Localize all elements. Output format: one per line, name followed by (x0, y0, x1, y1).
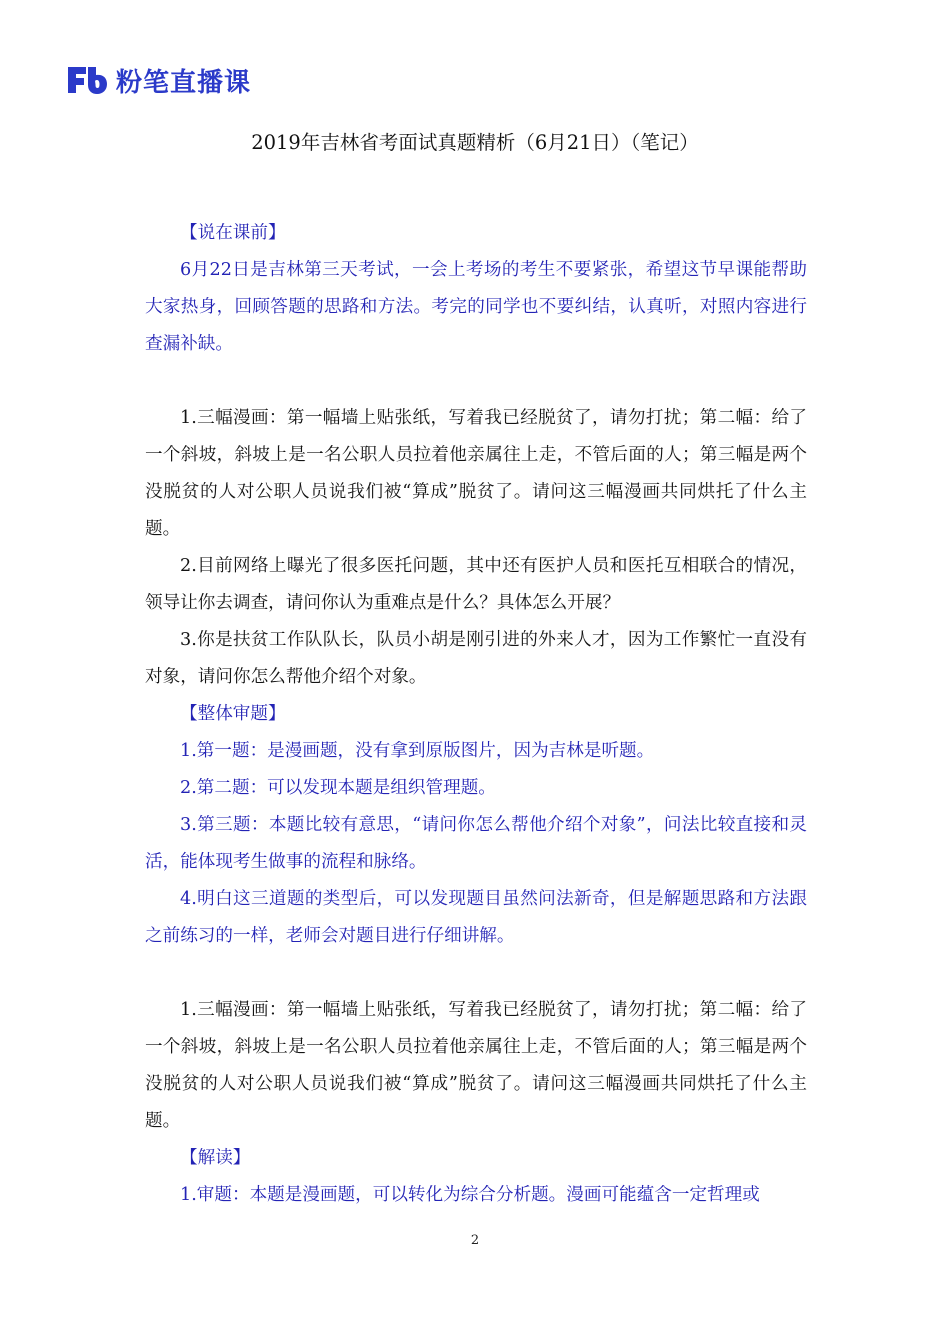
fb-logo-icon (66, 65, 108, 95)
spacer (145, 955, 807, 992)
spacer (145, 363, 807, 400)
analysis-heading: 【解读】 (180, 1148, 251, 1168)
brand-logo (66, 60, 251, 100)
logo-text: 粉笔直播课 (116, 67, 252, 98)
overview-point-1: 1.第一题：是漫画题，没有拿到原版图片，因为吉林是听题。 (180, 741, 655, 761)
overview-heading: 【整体审题】 (180, 704, 286, 724)
overview-point-2: 2.第二题：可以发现本题是组织管理题。 (180, 778, 496, 798)
document-title: 2019年吉林省考面试真题精析（6月21日）（笔记） (251, 131, 699, 154)
page-number: 2 (470, 1233, 480, 1248)
question-2: 2.目前网络上曝光了很多医托问题，其中还有医护人员和医托互相联合的情况，领导让你去调查，请问你认为重难点是什么？具体怎么开展？ (145, 556, 807, 613)
question-3: 3.你是扶贫工作队队长，队员小胡是刚引进的外来人才，因为工作繁忙一直没有对象，请问你怎么帮他介绍个对象。 (145, 630, 807, 687)
intro-heading: 【说在课前】 (180, 223, 286, 243)
overview-point-3: 3.第三题：本题比较有意思，“请问你怎么帮他介绍个对象”，问法比较直接和灵活，能体现考生做事的流程和脉络。 (145, 815, 807, 872)
analysis-text: 1.审题：本题是漫画题，可以转化为综合分析题。漫画可能蕴含一定哲理或 (180, 1185, 760, 1205)
question-1: 1.三幅漫画：第一幅墙上贴张纸，写着我已经脱贫了，请勿打扰；第二幅：给了一个斜坡，斜坡上是一名公职人员拉着他亲属往上走，不管后面的人；第三幅是两个没脱贫的人对公职人员说我们被“算成”脱贫了。请问这三幅漫画共同烘托了什么主题。 (145, 408, 807, 539)
question-repeat: 1.三幅漫画：第一幅墙上贴张纸，写着我已经脱贫了，请勿打扰；第二幅：给了一个斜坡，斜坡上是一名公职人员拉着他亲属往上走，不管后面的人；第三幅是两个没脱贫的人对公职人员说我们被“算成”脱贫了。请问这三幅漫画共同烘托了什么主题。 (145, 1000, 807, 1131)
document-body (145, 215, 807, 1214)
intro-text: 6月22日是吉林第三天考试，一会上考场的考生不要紧张，希望这节早课能帮助大家热身，回顾答题的思路和方法。考完的同学也不要纠结，认真听，对照内容进行查漏补缺。 (145, 260, 807, 354)
overview-point-4: 4.明白这三道题的类型后，可以发现题目虽然问法新奇，但是解题思路和方法跟之前练习的一样，老师会对题目进行仔细讲解。 (145, 889, 807, 946)
